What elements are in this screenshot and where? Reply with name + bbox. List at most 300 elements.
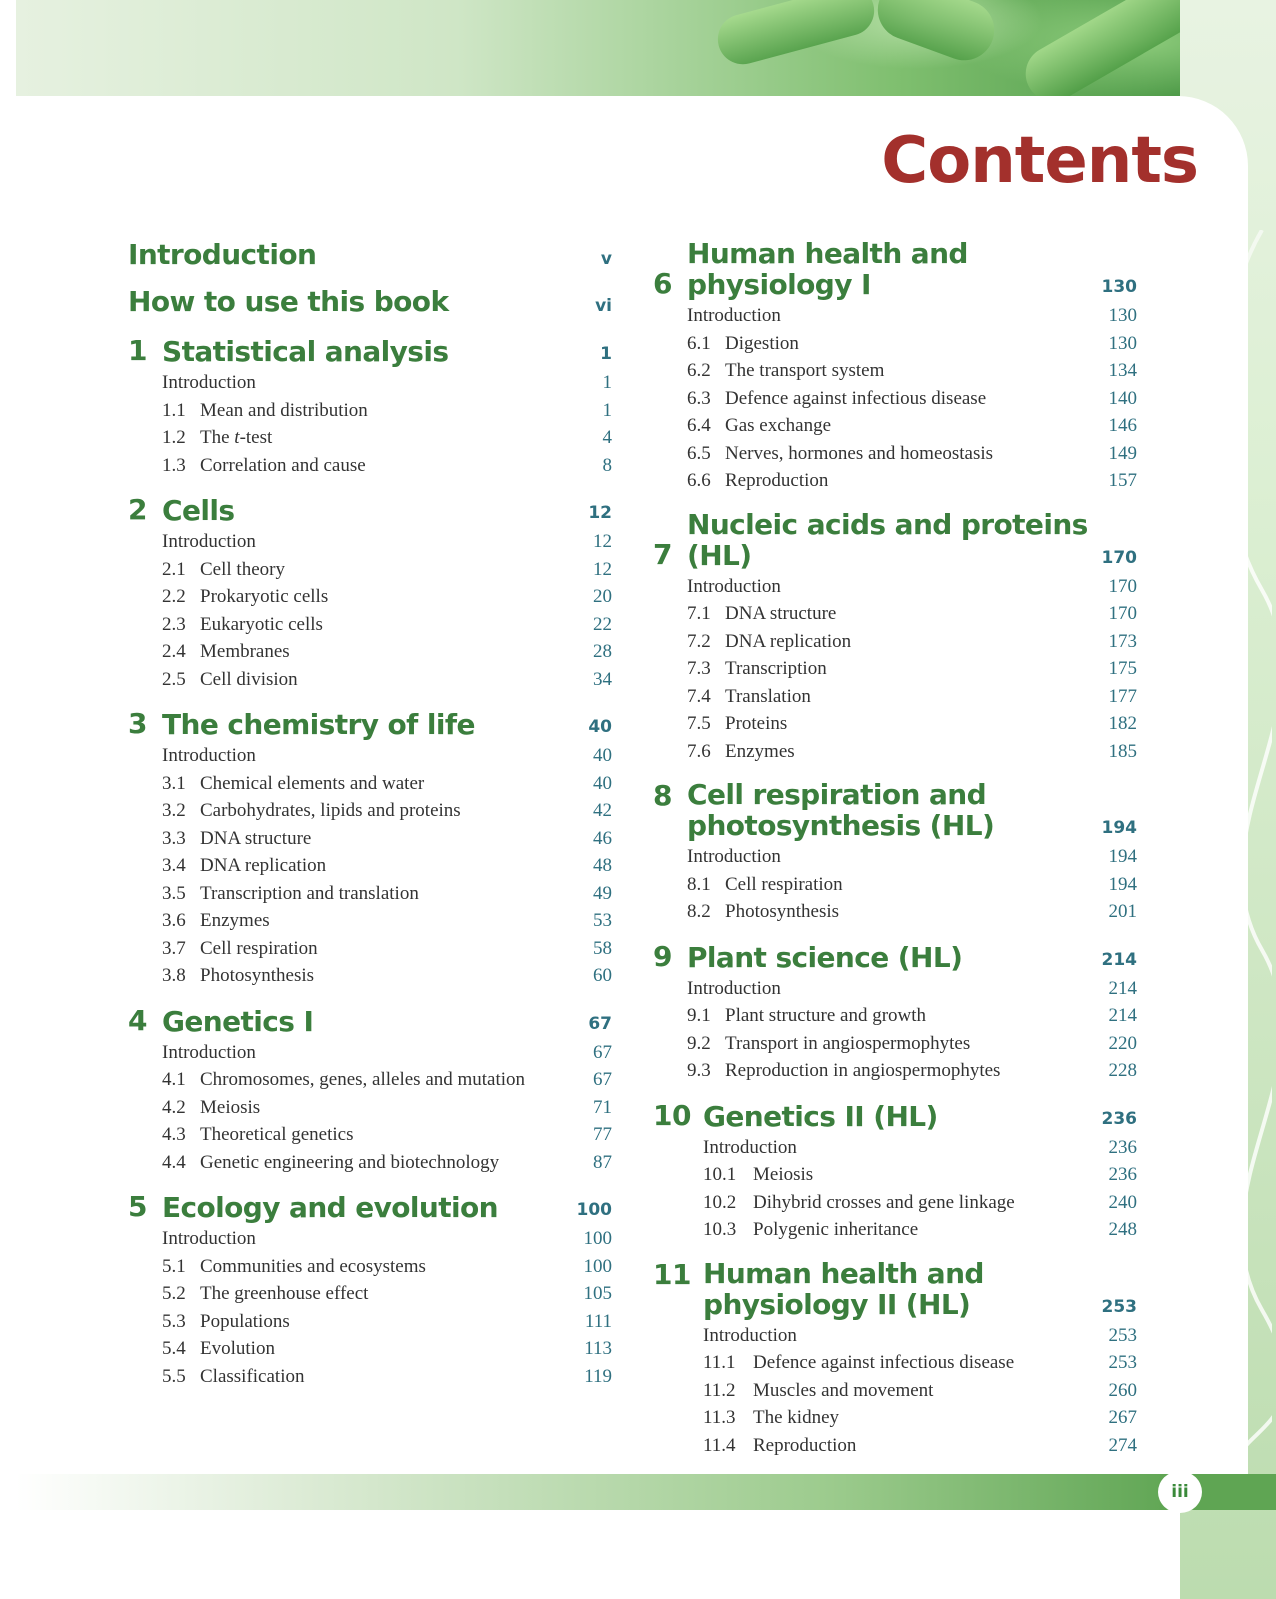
section-page: 267 bbox=[1108, 1407, 1137, 1428]
section-row[interactable] bbox=[162, 825, 612, 853]
section-title: Introduction bbox=[687, 305, 781, 326]
chapter-3 bbox=[128, 707, 612, 990]
section-number: 9.1 bbox=[687, 1005, 711, 1026]
chapter-title-line: Cell respiration and bbox=[687, 778, 987, 811]
chapter-page: 100 bbox=[576, 1200, 612, 1220]
section-number: 5.1 bbox=[162, 1255, 186, 1277]
section-row[interactable] bbox=[687, 467, 1137, 495]
section-row[interactable] bbox=[687, 975, 1137, 1003]
section-number: 4.2 bbox=[162, 1096, 186, 1118]
section-number: 3.7 bbox=[162, 937, 186, 959]
section-row[interactable] bbox=[687, 898, 1137, 926]
section-title: DNA structure bbox=[725, 603, 837, 624]
section-row[interactable] bbox=[687, 628, 1137, 656]
toc-entry-introduction[interactable] bbox=[128, 238, 612, 271]
chapter-10 bbox=[653, 1099, 1137, 1244]
section-page: 46 bbox=[593, 827, 612, 849]
toc-left-column bbox=[128, 238, 612, 1404]
chapter-title: Cells bbox=[162, 494, 235, 527]
section-row[interactable] bbox=[162, 452, 612, 480]
section-title: Introduction bbox=[703, 1324, 797, 1346]
section-row[interactable] bbox=[687, 655, 1137, 683]
section-page: 8 bbox=[602, 454, 612, 476]
section-list bbox=[687, 573, 1137, 766]
chapter-page: 170 bbox=[1101, 547, 1137, 568]
section-row[interactable] bbox=[687, 573, 1137, 601]
section-list bbox=[703, 1322, 1137, 1460]
chapter-title-line: physiology II (HL) bbox=[703, 1287, 971, 1321]
section-row[interactable] bbox=[162, 935, 612, 963]
section-row[interactable] bbox=[162, 666, 612, 694]
section-row[interactable] bbox=[687, 330, 1137, 358]
section-page: 100 bbox=[583, 1255, 612, 1277]
chapter-heading[interactable] bbox=[128, 1004, 612, 1037]
section-title: Polygenic inheritance bbox=[753, 1219, 919, 1240]
chapter-number: 5 bbox=[128, 1190, 147, 1223]
section-page: 40 bbox=[593, 772, 612, 794]
section-list bbox=[162, 1039, 612, 1177]
section-list bbox=[703, 1134, 1137, 1244]
section-page: 49 bbox=[593, 882, 612, 904]
section-page: 60 bbox=[593, 965, 612, 986]
section-row[interactable] bbox=[162, 369, 612, 397]
chapter-1 bbox=[128, 334, 612, 479]
section-row[interactable] bbox=[162, 1039, 612, 1067]
section-page: 170 bbox=[1108, 603, 1137, 624]
chapter-title: Statistical analysis bbox=[162, 335, 449, 368]
section-page: 157 bbox=[1108, 470, 1137, 491]
section-title: Introduction bbox=[703, 1136, 797, 1158]
section-list bbox=[687, 975, 1137, 1085]
section-number: 6.2 bbox=[687, 360, 711, 381]
chapter-number: 7 bbox=[653, 537, 672, 571]
section-number: 9.3 bbox=[687, 1060, 711, 1081]
chapter-number: 10 bbox=[653, 1098, 691, 1132]
chapter-number: 1 bbox=[128, 334, 147, 367]
section-title: Meiosis bbox=[200, 1096, 261, 1118]
section-title: Transcription bbox=[725, 658, 827, 679]
section-title: Enzymes bbox=[725, 740, 795, 762]
section-number: 11.3 bbox=[703, 1407, 736, 1428]
section-page: 111 bbox=[584, 1310, 612, 1332]
section-page: 4 bbox=[602, 427, 612, 448]
section-page: 100 bbox=[583, 1228, 612, 1249]
section-page: 12 bbox=[593, 558, 612, 580]
chapter-heading[interactable] bbox=[653, 940, 1137, 973]
section-title: Digestion bbox=[725, 332, 799, 354]
section-page: 146 bbox=[1108, 415, 1137, 436]
section-page: 140 bbox=[1108, 387, 1137, 409]
section-number: 11.4 bbox=[703, 1434, 736, 1456]
section-page: 1 bbox=[602, 399, 612, 421]
section-title: Introduction bbox=[687, 977, 781, 999]
section-title: Transport in angiospermophytes bbox=[725, 1032, 971, 1054]
section-number: 11.2 bbox=[703, 1379, 736, 1401]
section-page: 185 bbox=[1108, 740, 1137, 762]
section-page: 253 bbox=[1108, 1324, 1137, 1346]
section-title: Cell theory bbox=[200, 558, 285, 580]
section-row[interactable] bbox=[687, 710, 1137, 738]
section-page: 53 bbox=[593, 910, 612, 931]
section-row[interactable] bbox=[687, 1030, 1137, 1058]
chapter-number: 3 bbox=[128, 707, 147, 740]
chapter-heading[interactable] bbox=[653, 1258, 1137, 1320]
section-title: Introduction bbox=[162, 1228, 256, 1249]
chapter-title: Ecology and evolution bbox=[162, 1191, 499, 1224]
section-title: Communities and ecosystems bbox=[200, 1255, 426, 1277]
section-row[interactable] bbox=[703, 1134, 1137, 1162]
section-title: DNA structure bbox=[200, 827, 312, 849]
chapter-title: Genetics II (HL) bbox=[703, 1099, 938, 1133]
section-number: 2.4 bbox=[162, 641, 186, 662]
section-page: 134 bbox=[1108, 360, 1137, 381]
chapter-title: Genetics I bbox=[162, 1004, 314, 1038]
entry-title: Introduction bbox=[128, 238, 317, 271]
section-page: 1 bbox=[602, 372, 612, 393]
page-title: Contents bbox=[881, 124, 1198, 198]
chapter-page: 236 bbox=[1101, 1108, 1137, 1129]
section-title: Correlation and cause bbox=[200, 454, 366, 476]
section-row[interactable] bbox=[687, 871, 1137, 899]
section-title: Meiosis bbox=[753, 1164, 814, 1185]
entry-page: vi bbox=[595, 296, 612, 316]
section-row[interactable] bbox=[703, 1322, 1137, 1350]
section-number: 9.2 bbox=[687, 1032, 711, 1054]
section-number: 5.2 bbox=[162, 1283, 186, 1304]
section-number: 7.6 bbox=[687, 740, 711, 762]
section-title: The t-test bbox=[200, 427, 273, 448]
bacteria-shape bbox=[712, 0, 879, 70]
section-page: 182 bbox=[1108, 713, 1137, 734]
chapter-7 bbox=[653, 509, 1137, 766]
section-title: Introduction bbox=[687, 846, 781, 867]
toc-entry-how-to-use[interactable] bbox=[128, 285, 612, 318]
section-title: Introduction bbox=[162, 745, 256, 766]
section-row[interactable] bbox=[162, 907, 612, 935]
section-title: Introduction bbox=[162, 372, 256, 393]
toc-right-column bbox=[653, 238, 1137, 1473]
chapter-title: Plant science (HL) bbox=[687, 940, 963, 974]
section-row[interactable] bbox=[162, 1066, 612, 1094]
chapter-title-line: photosynthesis (HL) bbox=[687, 809, 995, 842]
chapter-title bbox=[687, 779, 1102, 841]
section-list bbox=[162, 1225, 612, 1390]
section-title: Populations bbox=[200, 1310, 290, 1332]
section-number: 2.3 bbox=[162, 613, 186, 635]
section-row[interactable] bbox=[703, 1432, 1137, 1460]
chapter-heading[interactable] bbox=[653, 509, 1137, 571]
section-page: 28 bbox=[593, 641, 612, 662]
section-row[interactable] bbox=[162, 611, 612, 639]
chapter-page: 12 bbox=[588, 503, 612, 523]
section-row[interactable] bbox=[162, 1308, 612, 1336]
section-title: Introduction bbox=[162, 1041, 256, 1063]
section-row[interactable] bbox=[162, 424, 612, 452]
section-row[interactable] bbox=[162, 528, 612, 556]
section-title: Dihybrid crosses and gene linkage bbox=[753, 1191, 1015, 1213]
chapter-page: 214 bbox=[1101, 949, 1137, 970]
entry-title: How to use this book bbox=[128, 285, 449, 318]
section-title: DNA replication bbox=[725, 630, 852, 652]
section-number: 7.3 bbox=[687, 658, 711, 679]
section-number: 1.3 bbox=[162, 454, 186, 476]
section-row[interactable] bbox=[687, 357, 1137, 385]
section-row[interactable] bbox=[162, 1121, 612, 1149]
section-number: 11.1 bbox=[703, 1352, 736, 1373]
section-number: 1.1 bbox=[162, 399, 186, 421]
section-title: The greenhouse effect bbox=[200, 1283, 369, 1304]
section-number: 3.4 bbox=[162, 855, 186, 876]
section-page: 177 bbox=[1108, 685, 1137, 707]
chapter-page: 253 bbox=[1101, 1296, 1137, 1317]
section-row[interactable] bbox=[162, 742, 612, 770]
chapter-number: 2 bbox=[128, 493, 147, 526]
section-title: Carbohydrates, lipids and proteins bbox=[200, 800, 461, 821]
chapter-heading[interactable] bbox=[128, 334, 612, 367]
section-row[interactable] bbox=[703, 1349, 1137, 1377]
chapter-number: 4 bbox=[128, 1003, 147, 1037]
chapter-heading[interactable] bbox=[128, 493, 612, 526]
chapter-title: The chemistry of life bbox=[162, 708, 475, 741]
section-page: 48 bbox=[593, 855, 612, 876]
section-number: 3.2 bbox=[162, 800, 186, 821]
section-title: Cell division bbox=[200, 668, 298, 690]
section-title: Reproduction bbox=[753, 1434, 857, 1456]
section-row[interactable] bbox=[687, 683, 1137, 711]
chapter-11 bbox=[653, 1258, 1137, 1460]
chapter-page: 130 bbox=[1101, 277, 1137, 297]
section-page: 220 bbox=[1108, 1032, 1137, 1054]
section-list bbox=[687, 843, 1137, 926]
section-title: Chromosomes, genes, alleles and mutation bbox=[200, 1069, 526, 1090]
section-title: Membranes bbox=[200, 641, 290, 662]
section-page: 170 bbox=[1108, 575, 1137, 597]
section-row[interactable] bbox=[162, 797, 612, 825]
section-title: Transcription and translation bbox=[200, 882, 419, 904]
section-page: 105 bbox=[583, 1283, 612, 1304]
section-row[interactable] bbox=[162, 1149, 612, 1177]
section-title: Translation bbox=[725, 685, 811, 707]
section-row[interactable] bbox=[162, 1335, 612, 1363]
chapter-heading[interactable] bbox=[653, 1099, 1137, 1132]
section-page: 12 bbox=[593, 531, 612, 552]
section-title: Photosynthesis bbox=[200, 965, 315, 986]
section-number: 2.5 bbox=[162, 668, 186, 690]
section-title: Gas exchange bbox=[725, 415, 832, 436]
section-page: 130 bbox=[1108, 305, 1137, 326]
section-title: Introduction bbox=[162, 531, 256, 552]
section-page: 20 bbox=[593, 586, 612, 607]
header-banner-image bbox=[16, 0, 1276, 96]
chapter-number: 8 bbox=[653, 779, 672, 812]
bacteria-shape bbox=[869, 0, 1002, 69]
section-page: 119 bbox=[584, 1365, 612, 1387]
section-list bbox=[162, 369, 612, 479]
section-title: Introduction bbox=[687, 575, 781, 597]
chapter-5 bbox=[128, 1190, 612, 1390]
section-row[interactable] bbox=[162, 962, 612, 990]
section-number: 6.4 bbox=[687, 415, 711, 436]
bottom-margin bbox=[16, 1510, 1176, 1599]
section-number: 4.1 bbox=[162, 1069, 186, 1090]
section-number: 3.3 bbox=[162, 827, 186, 849]
section-title: Mean and distribution bbox=[200, 399, 368, 421]
section-page: 253 bbox=[1108, 1352, 1137, 1373]
section-page: 236 bbox=[1108, 1136, 1137, 1158]
section-number: 6.6 bbox=[687, 470, 711, 491]
chapter-heading[interactable] bbox=[653, 779, 1137, 841]
chapter-9 bbox=[653, 940, 1137, 1085]
section-page: 214 bbox=[1108, 977, 1137, 999]
chapter-number: 6 bbox=[653, 267, 672, 300]
section-page: 248 bbox=[1108, 1219, 1137, 1240]
section-title: Defence against infectious disease bbox=[753, 1352, 1015, 1373]
chapter-4 bbox=[128, 1004, 612, 1177]
section-title: Cell respiration bbox=[200, 937, 318, 959]
section-number: 1.2 bbox=[162, 427, 186, 448]
section-title: The kidney bbox=[753, 1407, 840, 1428]
chapter-heading[interactable] bbox=[128, 707, 612, 740]
section-page: 260 bbox=[1108, 1379, 1137, 1401]
section-number: 7.2 bbox=[687, 630, 711, 652]
chapter-title-line: Human health and bbox=[703, 1256, 984, 1290]
section-number: 10.3 bbox=[703, 1219, 737, 1240]
section-number: 6.3 bbox=[687, 387, 711, 409]
section-number: 7.1 bbox=[687, 603, 711, 624]
section-row[interactable] bbox=[687, 600, 1137, 628]
chapter-page: 40 bbox=[588, 717, 612, 737]
section-number: 7.5 bbox=[687, 713, 711, 734]
section-row[interactable] bbox=[687, 738, 1137, 766]
section-row[interactable] bbox=[162, 1225, 612, 1253]
section-number: 10.1 bbox=[703, 1164, 737, 1185]
section-number: 2.1 bbox=[162, 558, 186, 580]
section-title: DNA replication bbox=[200, 855, 327, 876]
section-page: 228 bbox=[1108, 1060, 1137, 1081]
footer-band bbox=[16, 1474, 1180, 1510]
section-row[interactable] bbox=[703, 1161, 1137, 1189]
section-page: 67 bbox=[593, 1041, 612, 1063]
chapter-6 bbox=[653, 238, 1137, 495]
section-row[interactable] bbox=[162, 638, 612, 666]
chapter-8 bbox=[653, 779, 1137, 926]
section-page: 130 bbox=[1108, 332, 1137, 354]
section-list bbox=[162, 528, 612, 693]
section-row[interactable] bbox=[162, 397, 612, 425]
page-number: iii bbox=[1158, 1471, 1202, 1513]
section-page: 194 bbox=[1108, 873, 1137, 895]
section-page: 236 bbox=[1108, 1164, 1137, 1185]
section-number: 5.5 bbox=[162, 1365, 186, 1387]
section-page: 87 bbox=[593, 1151, 612, 1173]
section-title: Reproduction bbox=[725, 470, 829, 491]
section-page: 274 bbox=[1108, 1434, 1137, 1456]
section-row[interactable] bbox=[162, 583, 612, 611]
section-row[interactable] bbox=[162, 556, 612, 584]
section-title: Nerves, hormones and homeostasis bbox=[725, 442, 994, 464]
section-number: 3.5 bbox=[162, 882, 186, 904]
section-row[interactable] bbox=[687, 385, 1137, 413]
chapter-title: Nucleic acids and proteins (HL) bbox=[687, 507, 1088, 572]
chapter-title bbox=[703, 1258, 1102, 1320]
section-row[interactable] bbox=[687, 843, 1137, 871]
section-title: The transport system bbox=[725, 360, 885, 381]
section-row[interactable] bbox=[162, 1253, 612, 1281]
section-row[interactable] bbox=[703, 1404, 1137, 1432]
section-page: 214 bbox=[1108, 1005, 1137, 1026]
section-number: 4.4 bbox=[162, 1151, 186, 1173]
section-page: 40 bbox=[593, 745, 612, 766]
chapter-number: 9 bbox=[653, 939, 672, 973]
section-number: 5.4 bbox=[162, 1338, 186, 1359]
section-title: Classification bbox=[200, 1365, 305, 1387]
section-number: 3.8 bbox=[162, 965, 186, 986]
section-number: 6.1 bbox=[687, 332, 711, 354]
section-row[interactable] bbox=[687, 440, 1137, 468]
chapter-page: 1 bbox=[600, 344, 612, 364]
section-number: 3.6 bbox=[162, 910, 186, 931]
section-title: Cell respiration bbox=[725, 873, 843, 895]
section-number: 7.4 bbox=[687, 685, 711, 707]
section-row[interactable] bbox=[687, 302, 1137, 330]
section-title: Theoretical genetics bbox=[200, 1124, 354, 1145]
section-row[interactable] bbox=[162, 1363, 612, 1391]
section-row[interactable] bbox=[162, 880, 612, 908]
section-title: Plant structure and growth bbox=[725, 1005, 927, 1026]
section-title: Proteins bbox=[725, 713, 788, 734]
section-page: 34 bbox=[593, 668, 612, 690]
section-list bbox=[162, 742, 612, 990]
chapter-page: 67 bbox=[588, 1013, 612, 1034]
section-page: 71 bbox=[593, 1096, 612, 1118]
section-number: 4.3 bbox=[162, 1124, 186, 1145]
section-row[interactable] bbox=[162, 1280, 612, 1308]
section-number: 5.3 bbox=[162, 1310, 186, 1332]
section-row[interactable] bbox=[687, 412, 1137, 440]
section-row[interactable] bbox=[687, 1057, 1137, 1085]
section-page: 173 bbox=[1108, 630, 1137, 652]
section-title: Evolution bbox=[200, 1338, 275, 1359]
section-title: Muscles and movement bbox=[753, 1379, 934, 1401]
chapter-title: Human health and physiology I bbox=[687, 237, 968, 301]
section-title: Prokaryotic cells bbox=[200, 586, 329, 607]
chapter-heading[interactable] bbox=[128, 1190, 612, 1223]
chapter-page: 194 bbox=[1101, 818, 1137, 838]
section-title: Reproduction in angiospermophytes bbox=[725, 1060, 1001, 1081]
section-number: 10.2 bbox=[703, 1191, 737, 1213]
section-row[interactable] bbox=[162, 770, 612, 798]
section-page: 194 bbox=[1108, 846, 1137, 867]
section-page: 67 bbox=[593, 1069, 612, 1090]
section-row[interactable] bbox=[703, 1216, 1137, 1244]
section-row[interactable] bbox=[162, 852, 612, 880]
chapter-heading[interactable] bbox=[653, 238, 1137, 300]
section-title: Defence against infectious disease bbox=[725, 387, 987, 409]
section-row[interactable] bbox=[703, 1377, 1137, 1405]
section-page: 113 bbox=[584, 1338, 612, 1359]
section-page: 22 bbox=[593, 613, 612, 635]
section-title: Photosynthesis bbox=[725, 901, 840, 922]
chapter-number: 11 bbox=[653, 1257, 691, 1291]
section-title: Eukaryotic cells bbox=[200, 613, 323, 635]
section-row[interactable] bbox=[703, 1189, 1137, 1217]
chapter-2 bbox=[128, 493, 612, 693]
section-row[interactable] bbox=[687, 1002, 1137, 1030]
section-list bbox=[687, 302, 1137, 495]
section-page: 42 bbox=[593, 800, 612, 821]
section-number: 3.1 bbox=[162, 772, 186, 794]
section-row[interactable] bbox=[162, 1094, 612, 1122]
